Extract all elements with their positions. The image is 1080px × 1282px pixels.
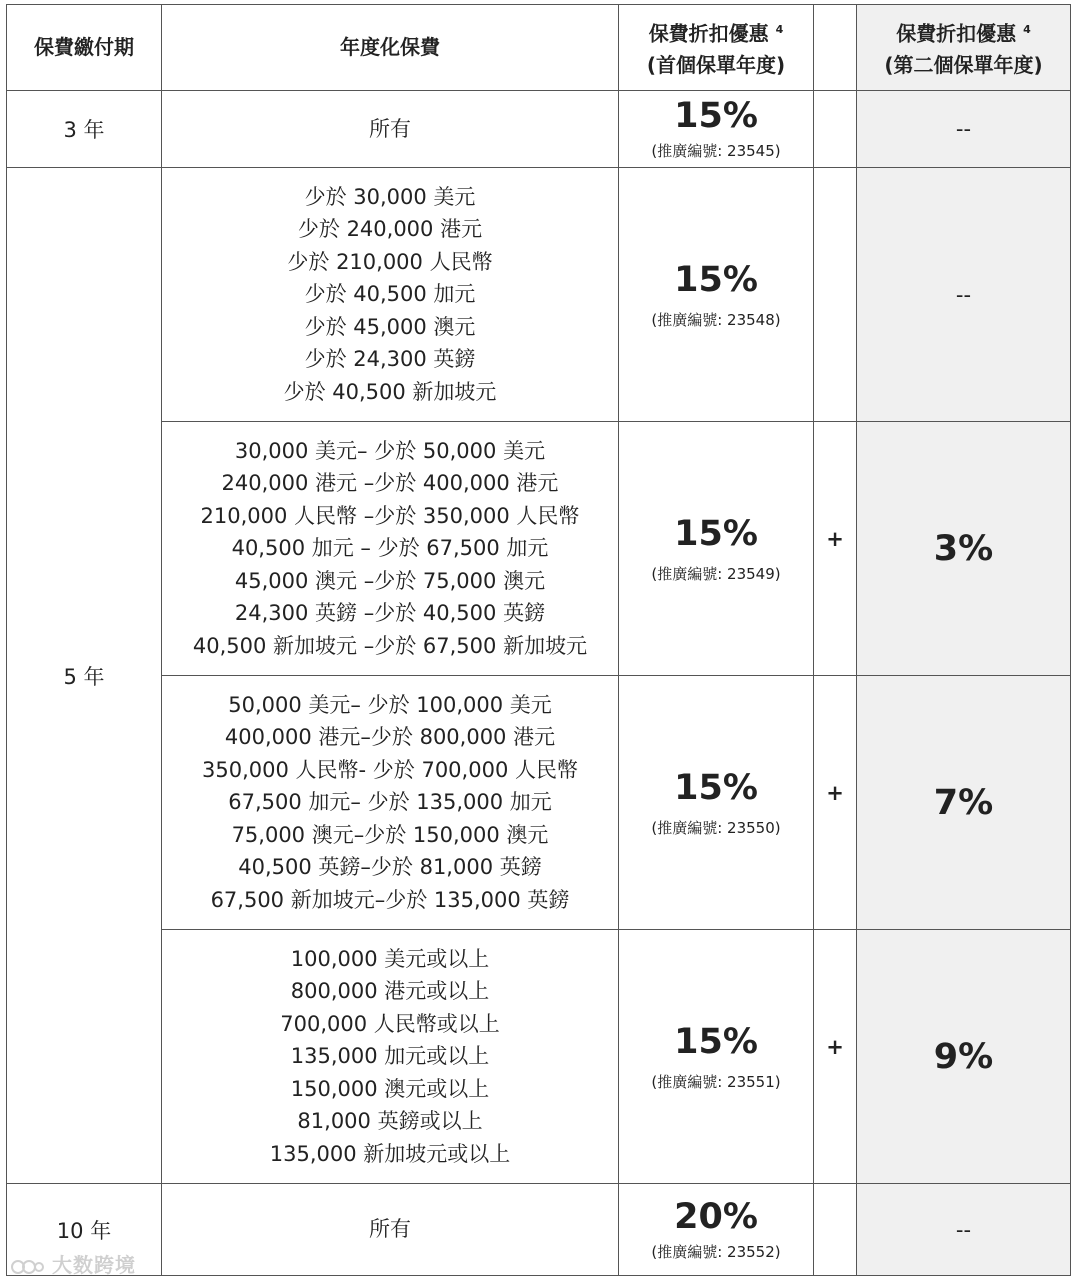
header-second-year <box>857 5 1071 91</box>
header-plus-column <box>814 5 857 91</box>
watermark-text: 大数跨境 <box>51 1253 136 1277</box>
premium-line: 少於 30,000 美元 <box>304 185 476 210</box>
premium-line: 210,000 人民幣 –少於 350,000 人民幣 <box>200 503 580 528</box>
plus-sign: + <box>826 780 844 805</box>
second-year-discount-cell: 3% <box>857 422 1071 676</box>
table-row <box>7 91 1071 168</box>
second-year-discount-cell: -- <box>857 168 1071 422</box>
premium-cell <box>162 168 619 422</box>
premium-line: 30,000 美元– 少於 50,000 美元 <box>234 439 546 464</box>
premium-cell <box>162 91 619 168</box>
premium-line: 67,500 加元– 少於 135,000 加元 <box>228 790 552 815</box>
premium-line: 24,300 英鎊 –少於 40,500 英鎊 <box>234 601 546 626</box>
plus-cell <box>814 91 857 168</box>
premium-line: 所有 <box>369 116 411 141</box>
header-first-year-subtitle: (首個保單年度) <box>646 52 786 77</box>
first-year-discount-cell <box>619 930 814 1184</box>
promo-code: (推廣編號: 23551) <box>651 1072 781 1091</box>
premium-line: 150,000 澳元或以上 <box>290 1076 490 1101</box>
plus-cell <box>814 676 857 930</box>
premium-line: 40,500 英鎊–少於 81,000 英鎊 <box>238 855 542 880</box>
table-row <box>7 676 1071 930</box>
premium-line: 少於 240,000 港元 <box>297 217 483 242</box>
table-row <box>7 930 1071 1184</box>
premium-line: 81,000 英鎊或以上 <box>297 1109 483 1134</box>
discount-percent: 15% <box>674 1021 758 1062</box>
premium-cell <box>162 422 619 676</box>
premium-line: 100,000 美元或以上 <box>290 947 490 972</box>
premium-line: 50,000 美元– 少於 100,000 美元 <box>228 693 552 718</box>
table-row <box>7 1184 1071 1276</box>
first-year-discount-cell <box>619 676 814 930</box>
premium-line: 700,000 人民幣或以上 <box>280 1011 500 1036</box>
premium-line: 135,000 新加坡元或以上 <box>269 1141 511 1166</box>
promo-code: (推廣編號: 23552) <box>651 1242 781 1261</box>
second-year-discount-cell: 9% <box>857 930 1071 1184</box>
second-year-discount-cell: 7% <box>857 676 1071 930</box>
watermark-logo-icon <box>10 1256 44 1278</box>
promo-code: (推廣編號: 23550) <box>651 818 781 837</box>
discount-percent: 15% <box>674 767 758 808</box>
first-year-discount-cell <box>619 422 814 676</box>
premium-line: 40,500 新加坡元 –少於 67,500 新加坡元 <box>192 633 588 658</box>
premium-line: 75,000 澳元–少於 150,000 澳元 <box>231 822 549 847</box>
premium-line: 45,000 澳元 –少於 75,000 澳元 <box>234 568 546 593</box>
promo-code: (推廣編號: 23549) <box>651 564 781 583</box>
premium-line: 少於 45,000 澳元 <box>304 314 476 339</box>
premium-line: 少於 210,000 人民幣 <box>287 249 493 274</box>
second-year-discount-cell: -- <box>857 1184 1071 1276</box>
premium-line: 所有 <box>369 1217 411 1242</box>
header-first-year <box>619 5 814 91</box>
promo-code: (推廣編號: 23545) <box>651 142 781 160</box>
premium-line: 400,000 港元–少於 800,000 港元 <box>224 725 556 750</box>
premium-line: 少於 40,500 新加坡元 <box>283 379 497 404</box>
premium-line: 800,000 港元或以上 <box>290 979 490 1004</box>
premium-cell <box>162 676 619 930</box>
footnote-marker: 4 <box>775 23 784 37</box>
first-year-discount-cell <box>619 168 814 422</box>
header-row <box>7 5 1071 91</box>
header-first-year-title: 保費折扣優惠 <box>648 21 769 46</box>
premium-cell <box>162 1184 619 1276</box>
promo-code: (推廣編號: 23548) <box>651 310 781 329</box>
premium-line: 67,500 新加坡元–少於 135,000 英鎊 <box>210 887 570 912</box>
discount-percent: 15% <box>674 259 758 300</box>
header-premium: 年度化保費 <box>162 5 619 91</box>
plus-sign: + <box>826 1034 844 1059</box>
plus-cell <box>814 422 857 676</box>
term-cell: 5 年 <box>7 168 162 1184</box>
table-row <box>7 168 1071 422</box>
premium-line: 少於 40,500 加元 <box>304 282 476 307</box>
premium-line: 135,000 加元或以上 <box>290 1044 490 1069</box>
discount-table <box>6 4 1071 1276</box>
premium-line: 240,000 港元 –少於 400,000 港元 <box>221 471 559 496</box>
watermark <box>10 1249 136 1278</box>
footnote-marker: 4 <box>1023 23 1031 37</box>
plus-cell <box>814 930 857 1184</box>
table-row <box>7 422 1071 676</box>
discount-percent: 15% <box>674 96 758 136</box>
plus-sign: + <box>826 526 844 551</box>
plus-cell <box>814 1184 857 1276</box>
premium-line: 少於 24,300 英鎊 <box>304 347 476 372</box>
term-cell: 10 年 <box>7 1184 162 1276</box>
first-year-discount-cell <box>619 91 814 168</box>
term-cell: 3 年 <box>7 91 162 168</box>
plus-cell <box>814 168 857 422</box>
premium-line: 350,000 人民幣- 少於 700,000 人民幣 <box>202 757 578 782</box>
discount-percent: 20% <box>674 1196 758 1237</box>
discount-percent: 15% <box>674 513 758 554</box>
header-term: 保費繳付期 <box>7 5 162 91</box>
header-second-year-subtitle: (第二個保單年度) <box>884 52 1043 77</box>
premium-line: 40,500 加元 – 少於 67,500 加元 <box>231 536 549 561</box>
second-year-discount-cell: -- <box>857 91 1071 168</box>
first-year-discount-cell <box>619 1184 814 1276</box>
header-second-year-title: 保費折扣優惠 <box>896 21 1017 46</box>
premium-cell <box>162 930 619 1184</box>
